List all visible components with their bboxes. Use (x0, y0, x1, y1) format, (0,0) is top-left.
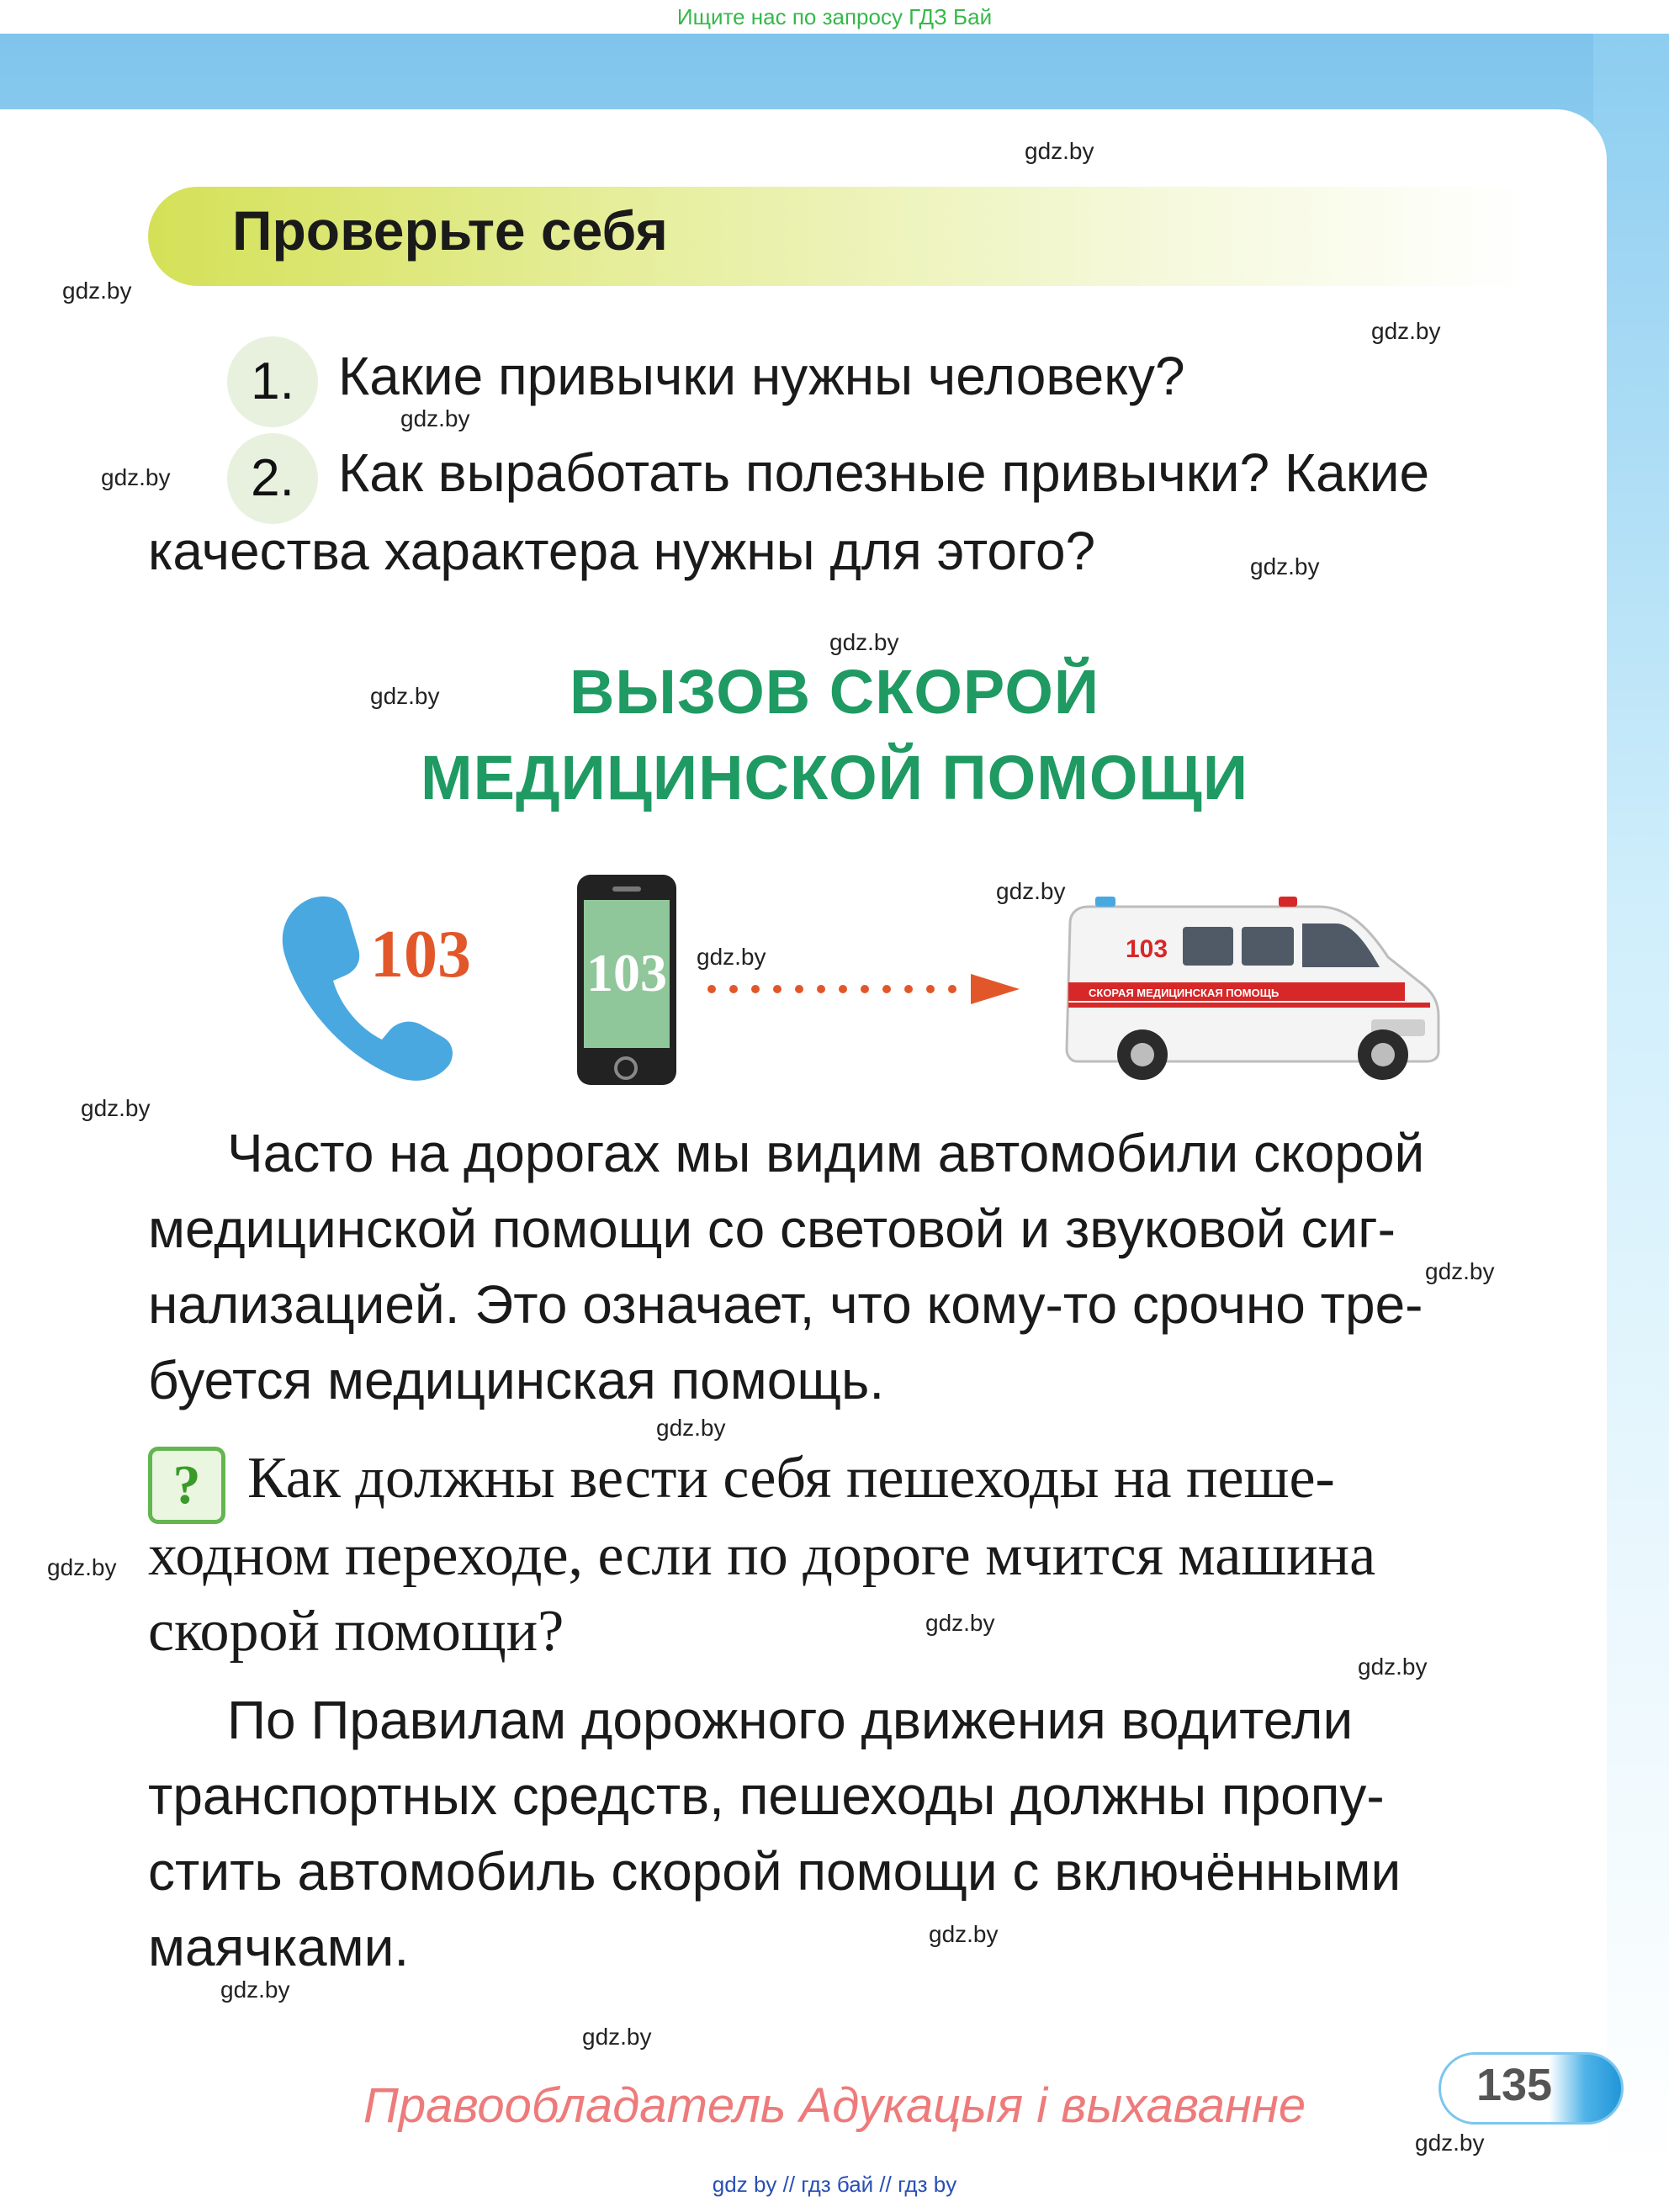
watermark: gdz.by (582, 2024, 652, 2050)
phone-speaker (612, 886, 641, 892)
question-number-1: 1. (227, 336, 318, 427)
paragraph-line: стить автомобиль скорой помощи с включёнными (148, 1841, 1401, 1902)
ambulance-icon (1058, 890, 1445, 1083)
watermark: gdz.by (656, 1415, 726, 1441)
paragraph-line: транспортных средств, пешеходы должны пропу- (148, 1765, 1385, 1826)
question-line: ходном переходе, если по дороге мчится машина (148, 1523, 1376, 1588)
paragraph-line: нализацией. Это означает, что кому-то срочно тре- (148, 1274, 1423, 1335)
question-number-2: 2. (227, 433, 318, 524)
watermark: gdz.by (62, 278, 132, 304)
question-2-line: качества характера нужны для этого? (148, 521, 1096, 581)
watermark: gdz.by (697, 944, 766, 970)
paragraph-line: По Правилам дорожного движения водители (227, 1690, 1354, 1750)
copyright-holder: Правообладатель Адукацыя і выхаванне (363, 2078, 1306, 2133)
watermark: gdz.by (1358, 1654, 1428, 1680)
phone-screen-number: 103 (586, 943, 667, 1003)
paragraph-line: маячками. (148, 1917, 410, 1977)
footer-links[interactable]: gdz by // гдз бай // гдз by (712, 2172, 957, 2197)
watermark: gdz.by (1250, 553, 1320, 579)
watermark: gdz.by (1371, 318, 1441, 344)
question-line: скорой помощи? (148, 1599, 564, 1664)
paragraph-line: Часто на дорогах мы видим автомобили скорой (227, 1123, 1425, 1183)
page-number: 135 (1476, 2060, 1553, 2110)
paragraph-line: медицинской помощи со световой и звуковой сиг- (148, 1199, 1396, 1259)
watermark: gdz.by (47, 1554, 117, 1580)
dotted-arrow-icon (703, 971, 1023, 1008)
watermark: gdz.by (400, 405, 470, 431)
section-heading-line: ВЫЗОВ СКОРОЙ (569, 657, 1100, 727)
watermark: gdz.by (81, 1095, 151, 1121)
watermark: gdz.by (1025, 138, 1094, 164)
watermark: gdz.by (1425, 1258, 1495, 1284)
check-yourself-title: Проверьте себя (232, 199, 668, 262)
watermark: gdz.by (101, 464, 171, 490)
watermark: gdz.by (996, 878, 1066, 904)
question-mark-icon: ? (148, 1447, 225, 1524)
ambulance-number: 103 (1126, 935, 1168, 963)
ambulance-caption: СКОРАЯ МЕДИЦИНСКАЯ ПОМОЩЬ (1089, 987, 1280, 999)
question-1-text: Какие привычки нужны человеку? (338, 346, 1185, 406)
watermark: gdz.by (925, 1610, 995, 1636)
watermark: gdz.by (1415, 2130, 1485, 2156)
question-2-line: Как выработать полезные привычки? Какие (338, 442, 1430, 503)
section-heading-line: МЕДИЦИНСКОЙ ПОМОЩИ (420, 743, 1249, 812)
question-line: Как должны вести себя пешеходы на пеше- (247, 1446, 1335, 1511)
call-number-label: 103 (370, 918, 471, 992)
watermark: gdz.by (929, 1921, 999, 1947)
watermark: gdz.by (829, 629, 899, 655)
watermark: gdz.by (370, 683, 440, 709)
phone-home-button (614, 1056, 638, 1080)
paragraph-line: буется медицинская помощь. (148, 1350, 885, 1410)
top-banner-link[interactable]: Ищите нас по запросу ГДЗ Бай (676, 4, 993, 29)
watermark: gdz.by (220, 1977, 290, 2003)
